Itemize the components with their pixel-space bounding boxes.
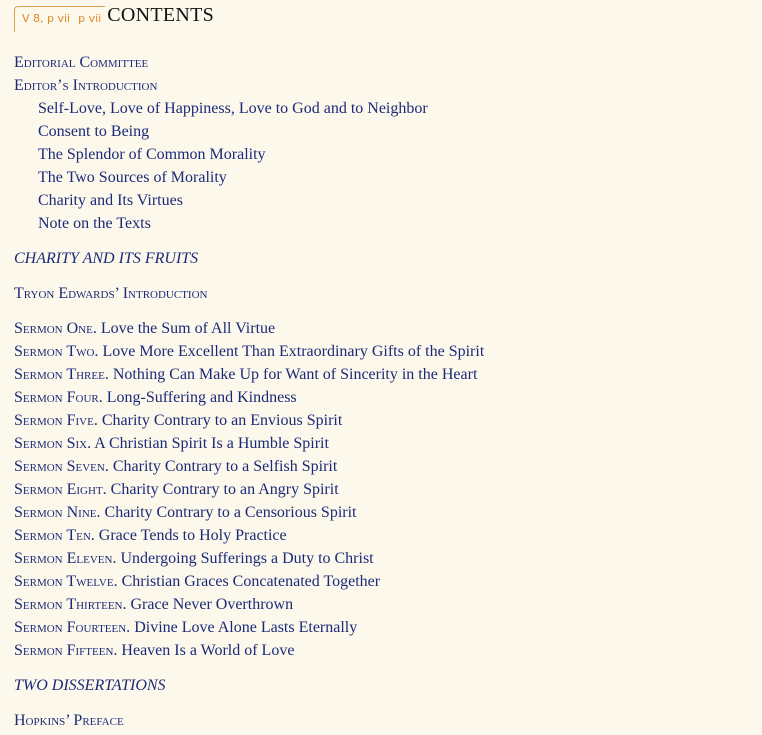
sermon-label: Sermon Nine. bbox=[14, 504, 101, 521]
toc-sermon-2[interactable] bbox=[14, 340, 754, 363]
section-gap bbox=[14, 697, 754, 709]
toc-sermon-7[interactable] bbox=[14, 455, 754, 478]
sermon-title: Nothing Can Make Up for Want of Sincerity in the Heart bbox=[112, 366, 478, 383]
volume-page-ref[interactable]: V 8, p vii bbox=[22, 12, 71, 25]
sermon-title: Charity Contrary to a Selfish Spirit bbox=[112, 458, 338, 475]
sermon-label: Sermon Eleven. bbox=[14, 550, 117, 567]
sermon-title: Love the Sum of All Virtue bbox=[100, 320, 276, 337]
toc-editorial-committee[interactable]: Editorial Committee bbox=[14, 54, 149, 71]
sermon-title: Charity Contrary to an Angry Spirit bbox=[110, 481, 339, 498]
toc-tryon-edwards-introduction[interactable]: Tryon Edwards’ Introduction bbox=[14, 285, 208, 302]
toc-sermon-8[interactable] bbox=[14, 478, 754, 501]
sermon-label: Sermon Four. bbox=[14, 389, 103, 406]
toc-sermon-6[interactable] bbox=[14, 432, 754, 455]
toc-part-two-dissertations[interactable]: TWO DISSERTATIONS bbox=[14, 677, 166, 694]
page-reference-marker[interactable] bbox=[14, 6, 105, 32]
section-gap bbox=[14, 662, 754, 674]
sermon-title: Christian Graces Concatenated Together bbox=[121, 573, 381, 590]
toc-part-charity-and-its-fruits[interactable]: CHARITY AND ITS FRUITS bbox=[14, 250, 199, 267]
sermon-label: Sermon Seven. bbox=[14, 458, 109, 475]
sermon-title: Divine Love Alone Lasts Eternally bbox=[134, 619, 358, 636]
sermon-label: Sermon One. bbox=[14, 320, 97, 337]
toc-intro-subsection[interactable]: Consent to Being bbox=[38, 123, 150, 140]
toc-sermon-11[interactable] bbox=[14, 547, 754, 570]
toc-editors-introduction[interactable]: Editor’s Introduction bbox=[14, 77, 158, 94]
sermon-label: Sermon Three. bbox=[14, 366, 109, 383]
section-gap bbox=[14, 235, 754, 247]
sermon-title: A Christian Spirit Is a Humble Spirit bbox=[94, 435, 329, 452]
toc-sermon-9[interactable] bbox=[14, 501, 754, 524]
toc-intro-subsection[interactable]: Self-Love, Love of Happiness, Love to God and to Neighbor bbox=[38, 100, 428, 117]
sermon-title: Charity Contrary to an Envious Spirit bbox=[101, 412, 343, 429]
toc-sermon-5[interactable] bbox=[14, 409, 754, 432]
toc-sermon-13[interactable] bbox=[14, 593, 754, 616]
toc-sermon-12[interactable] bbox=[14, 570, 754, 593]
sermon-title: Undergoing Sufferings a Duty to Christ bbox=[120, 550, 374, 567]
toc-sermon-10[interactable] bbox=[14, 524, 754, 547]
sermon-label: Sermon Eight. bbox=[14, 481, 107, 498]
page-header bbox=[14, 2, 214, 28]
toc-hopkins-preface[interactable]: Hopkins’ Preface bbox=[14, 712, 124, 729]
sermon-title: Heaven Is a World of Love bbox=[121, 642, 295, 659]
toc-intro-subsection[interactable]: Charity and Its Virtues bbox=[38, 192, 183, 209]
section-gap bbox=[14, 270, 754, 282]
toc-sermon-1[interactable] bbox=[14, 317, 754, 340]
toc-sermon-14[interactable] bbox=[14, 616, 754, 639]
sermon-title: Long-Suffering and Kindness bbox=[106, 389, 297, 406]
sermon-title: Love More Excellent Than Extraordinary Gifts of the Spirit bbox=[102, 343, 485, 360]
toc-sermon-4[interactable] bbox=[14, 386, 754, 409]
table-of-contents bbox=[14, 51, 754, 732]
sermon-label: Sermon Two. bbox=[14, 343, 99, 360]
sermon-label: Sermon Twelve. bbox=[14, 573, 118, 590]
sermon-label: Sermon Five. bbox=[14, 412, 98, 429]
sermon-label: Sermon Ten. bbox=[14, 527, 95, 544]
toc-intro-subsection[interactable]: The Two Sources of Morality bbox=[38, 169, 227, 186]
toc-intro-subsection[interactable]: The Splendor of Common Morality bbox=[38, 146, 266, 163]
sermon-title: Grace Tends to Holy Practice bbox=[98, 527, 287, 544]
section-gap bbox=[14, 305, 754, 317]
toc-sermon-3[interactable] bbox=[14, 363, 754, 386]
sermon-title: Grace Never Overthrown bbox=[130, 596, 294, 613]
page-title: CONTENTS bbox=[107, 4, 215, 26]
toc-sermon-15[interactable] bbox=[14, 639, 754, 662]
toc-intro-subsection[interactable]: Note on the Texts bbox=[38, 215, 151, 232]
sermon-title: Charity Contrary to a Censorious Spirit bbox=[104, 504, 357, 521]
page-ref[interactable]: p vii bbox=[78, 12, 102, 25]
sermon-label: Sermon Six. bbox=[14, 435, 92, 452]
sermon-label: Sermon Fifteen. bbox=[14, 642, 118, 659]
sermon-label: Sermon Thirteen. bbox=[14, 596, 127, 613]
sermon-label: Sermon Fourteen. bbox=[14, 619, 131, 636]
